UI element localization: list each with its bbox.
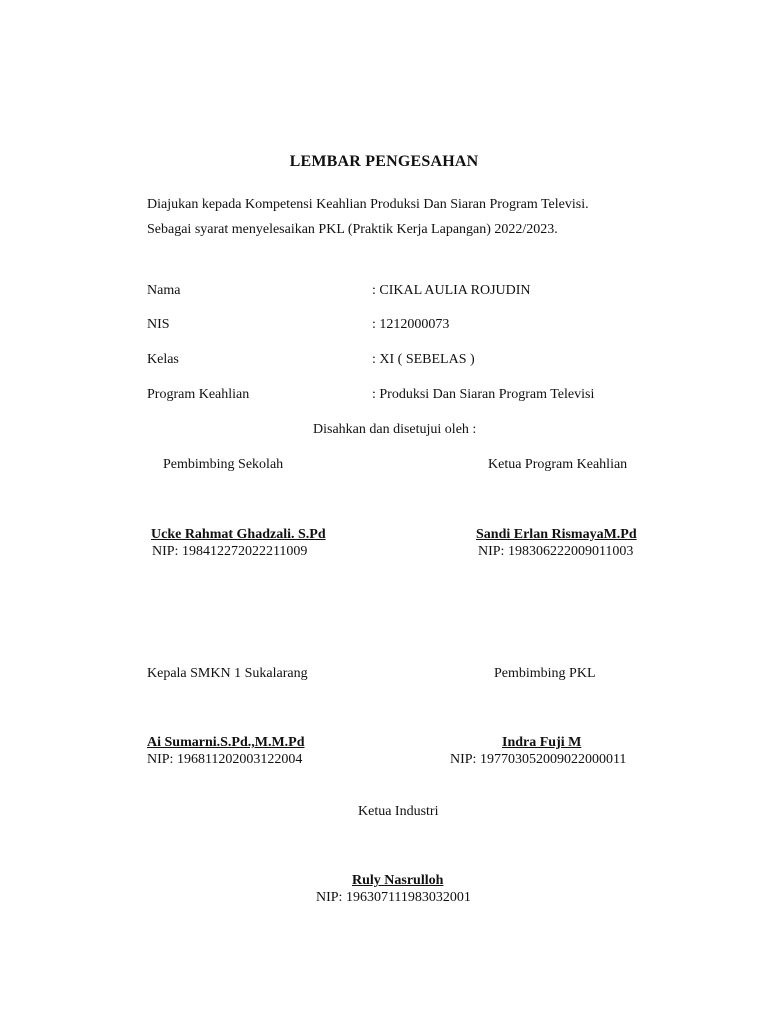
nip-school-supervisor: NIP: 198412272022211009 [152, 544, 308, 559]
document-title: LEMBAR PENGESAHAN [289, 153, 479, 170]
nip-principal: NIP: 196811202003122004 [147, 752, 303, 767]
role-principal: Kepala SMKN 1 Sukalarang [147, 666, 308, 681]
field-label-nis: NIS [147, 317, 170, 332]
intro-line-2: Sebagai syarat menyelesaikan PKL (Praktik Kerja Lapangan) 2022/2023. [147, 222, 558, 237]
name-pkl-supervisor: Indra Fuji M [502, 735, 582, 750]
nip-program-head: NIP: 198306222009011003 [478, 544, 634, 559]
field-value-nis: : 1212000073 [372, 317, 450, 332]
field-value-nama: : CIKAL AULIA ROJUDIN [372, 283, 531, 298]
role-school-supervisor: Pembimbing Sekolah [163, 457, 284, 472]
name-school-supervisor: Ucke Rahmat Ghadzali. S.Pd [151, 527, 326, 542]
role-program-head: Ketua Program Keahlian [488, 457, 628, 472]
field-value-program: : Produksi Dan Siaran Program Televisi [372, 387, 595, 402]
name-principal: Ai Sumarni.S.Pd.,M.M.Pd [147, 735, 305, 750]
nip-pkl-supervisor: NIP: 197703052009022000011 [450, 752, 627, 767]
role-pkl-supervisor: Pembimbing PKL [494, 666, 596, 681]
nip-industry-head: NIP: 196307111983032001 [316, 890, 471, 905]
field-label-program: Program Keahlian [147, 387, 250, 402]
role-industry-head: Ketua Industri [358, 804, 439, 819]
name-program-head: Sandi Erlan RismayaM.Pd [476, 527, 637, 542]
field-label-kelas: Kelas [147, 352, 179, 367]
intro-line-1: Diajukan kepada Kompetensi Keahlian Produksi Dan Siaran Program Televisi. [147, 197, 589, 212]
approval-text: Disahkan dan disetujui oleh : [313, 422, 477, 437]
name-industry-head: Ruly Nasrulloh [352, 873, 444, 888]
field-label-nama: Nama [147, 283, 181, 298]
field-value-kelas: : XI ( SEBELAS ) [372, 352, 475, 367]
